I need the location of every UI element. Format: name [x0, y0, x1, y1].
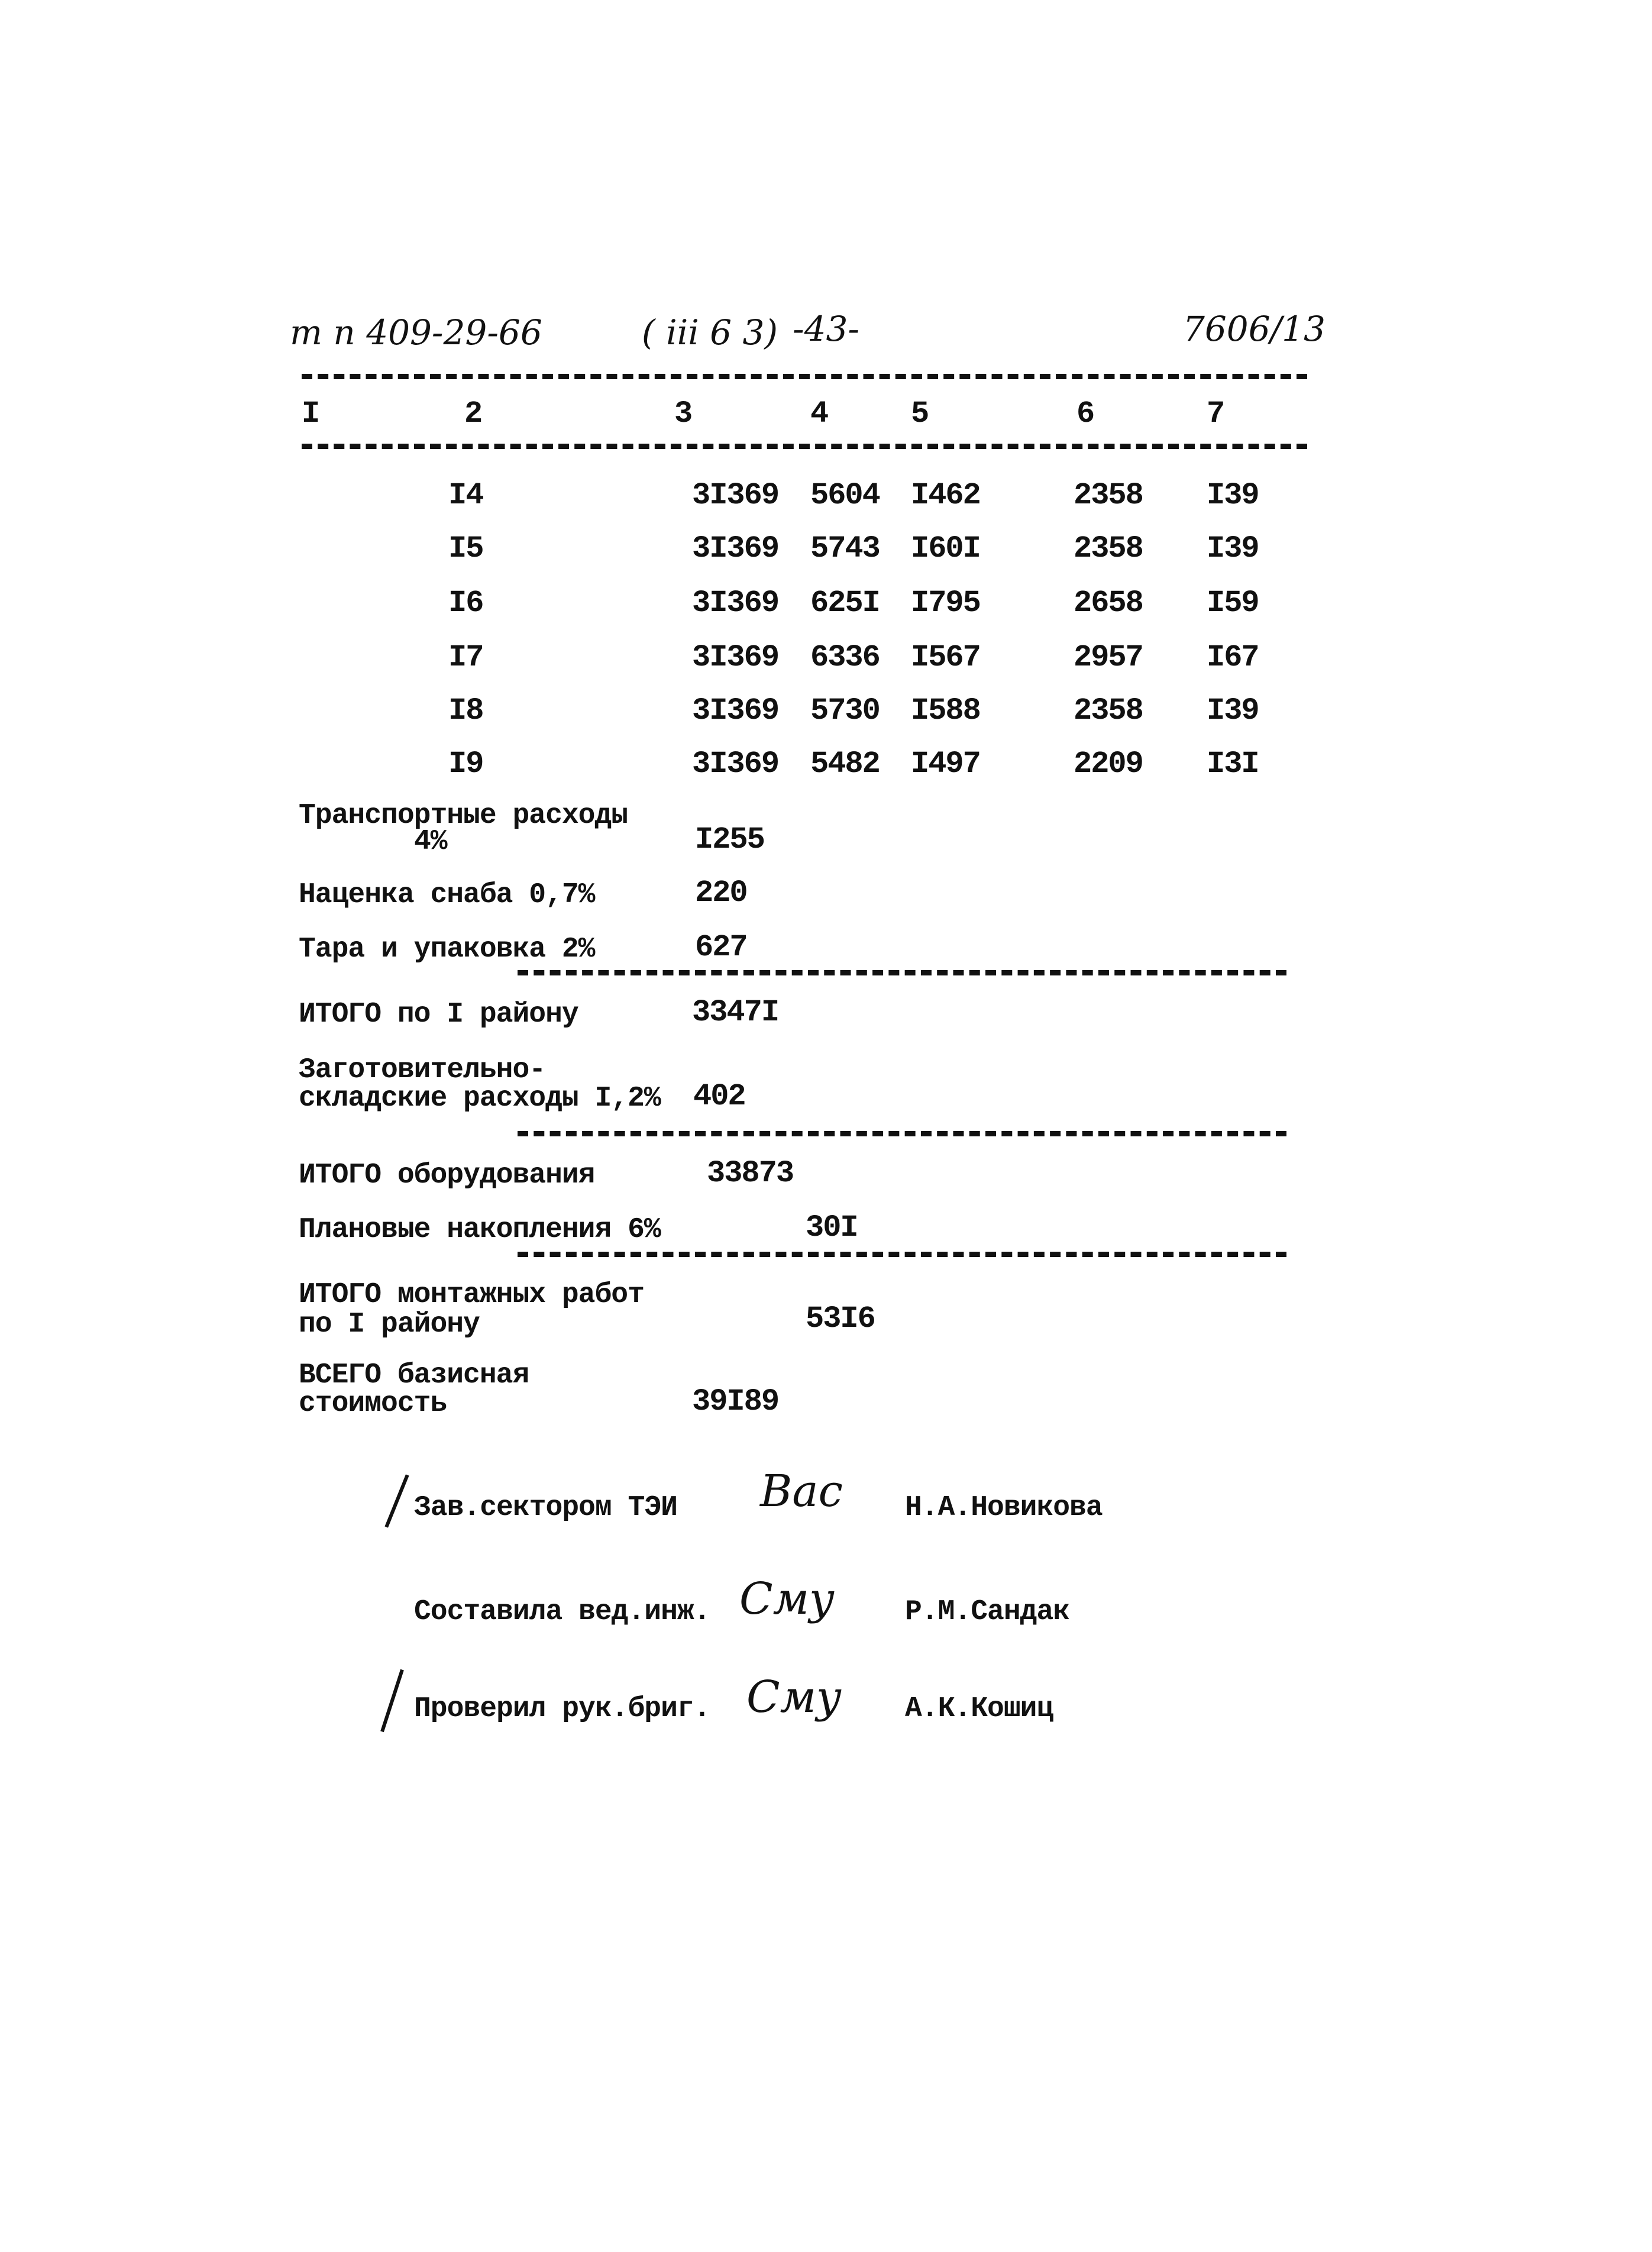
- cell-col5: I795: [911, 586, 980, 621]
- total-equipment-label: ИТОГО оборудования: [299, 1159, 595, 1191]
- cell-col5: I497: [911, 747, 980, 781]
- planned-savings-value: 30I: [806, 1210, 858, 1245]
- cell-col3: 3I369: [692, 531, 779, 566]
- header-top-rule: [302, 374, 1307, 379]
- cell-col7: I67: [1207, 640, 1259, 675]
- column-header: 6: [1076, 396, 1094, 431]
- doc-code: т п 409-29-66: [290, 312, 542, 353]
- transport-costs-label: Транспортные расходы: [299, 800, 628, 832]
- cell-col6: 2658: [1074, 586, 1143, 621]
- cell-col7: I39: [1207, 531, 1259, 566]
- supply-markup-label: Наценка снаба 0,7%: [299, 879, 595, 911]
- total-installation-label-cont: по I району: [299, 1308, 480, 1340]
- planned-savings-label: Плановые накопления 6%: [299, 1214, 661, 1246]
- cell-col5: I462: [911, 478, 980, 513]
- column-header: 4: [810, 396, 828, 431]
- grand-total-label-cont: стоимость: [299, 1388, 447, 1420]
- cell-col4: 6336: [810, 640, 880, 675]
- cell-col3: 3I369: [692, 693, 779, 728]
- page-number: -43-: [793, 309, 859, 349]
- supply-markup-value: 220: [695, 875, 747, 910]
- cell-col5: I60I: [911, 531, 980, 566]
- signer-role: Зав.сектором ТЭИ: [414, 1492, 677, 1524]
- cell-col7: I59: [1207, 586, 1259, 621]
- transport-costs-value: I255: [695, 822, 764, 857]
- grand-total-value: 39I89: [692, 1384, 779, 1419]
- signer-name: А.К.Кошиц: [905, 1693, 1053, 1725]
- column-header: 2: [464, 396, 482, 431]
- cell-col4: 5743: [810, 531, 880, 566]
- cell-col7: I3I: [1207, 747, 1259, 781]
- installation-total-rule: [518, 1252, 1286, 1257]
- signer-role: Проверил рук.бриг.: [414, 1693, 710, 1725]
- signature-slash-mark: [380, 1669, 404, 1732]
- handwritten-signature: Вас: [760, 1466, 843, 1517]
- procurement-costs-label-cont: складские расходы I,2%: [299, 1083, 661, 1114]
- row-number: I4: [448, 478, 483, 513]
- cell-col3: 3I369: [692, 747, 779, 781]
- total-region-label: ИТОГО по I району: [299, 999, 578, 1030]
- part-number: ( ⅲ 6 3): [642, 312, 778, 353]
- cell-col7: I39: [1207, 478, 1259, 513]
- procurement-costs-label: Заготовительно-: [299, 1054, 546, 1086]
- cell-col5: I588: [911, 693, 980, 728]
- handwritten-signature: Сму: [746, 1672, 842, 1723]
- row-number: I9: [448, 747, 483, 781]
- transport-costs-percent: 4%: [414, 826, 447, 858]
- signer-name: Н.А.Новикова: [905, 1492, 1103, 1524]
- equipment-total-rule: [518, 1131, 1286, 1136]
- row-number: I7: [448, 640, 483, 675]
- cell-col3: 3I369: [692, 640, 779, 675]
- cell-col3: 3I369: [692, 478, 779, 513]
- cell-col4: 625I: [810, 586, 880, 621]
- total-region-value: 3347I: [692, 995, 779, 1030]
- header-bottom-rule: [302, 444, 1307, 449]
- cell-col4: 5730: [810, 693, 880, 728]
- cell-col6: 2957: [1074, 640, 1143, 675]
- column-header: 5: [911, 396, 929, 431]
- grand-total-label: ВСЕГО базисная: [299, 1359, 529, 1391]
- row-number: I8: [448, 693, 483, 728]
- handwritten-signature: Сму: [739, 1574, 835, 1624]
- cell-col4: 5482: [810, 747, 880, 781]
- cell-col3: 3I369: [692, 586, 779, 621]
- cell-col7: I39: [1207, 693, 1259, 728]
- packaging-label: Тара и упаковка 2%: [299, 933, 595, 965]
- cell-col6: 2358: [1074, 478, 1143, 513]
- signature-slash-mark: [384, 1474, 409, 1527]
- signer-role: Составила вед.инж.: [414, 1596, 710, 1628]
- cell-col5: I567: [911, 640, 980, 675]
- cell-col6: 2358: [1074, 531, 1143, 566]
- cell-col4: 5604: [810, 478, 880, 513]
- row-number: I6: [448, 586, 483, 621]
- cell-col6: 2358: [1074, 693, 1143, 728]
- column-header: 3: [674, 396, 692, 431]
- row-number: I5: [448, 531, 483, 566]
- column-header: 7: [1207, 396, 1224, 431]
- total-installation-value: 53I6: [806, 1301, 875, 1336]
- column-header: I: [302, 396, 319, 431]
- cell-col6: 2209: [1074, 747, 1143, 781]
- sheet-reference: 7606/13: [1183, 309, 1326, 349]
- packaging-value: 627: [695, 930, 747, 965]
- total-equipment-value: 33873: [707, 1156, 794, 1191]
- subtotal-rule: [518, 970, 1286, 975]
- total-installation-label: ИТОГО монтажных работ: [299, 1279, 644, 1311]
- procurement-costs-value: 402: [693, 1079, 745, 1114]
- signer-name: Р.М.Сандак: [905, 1596, 1070, 1628]
